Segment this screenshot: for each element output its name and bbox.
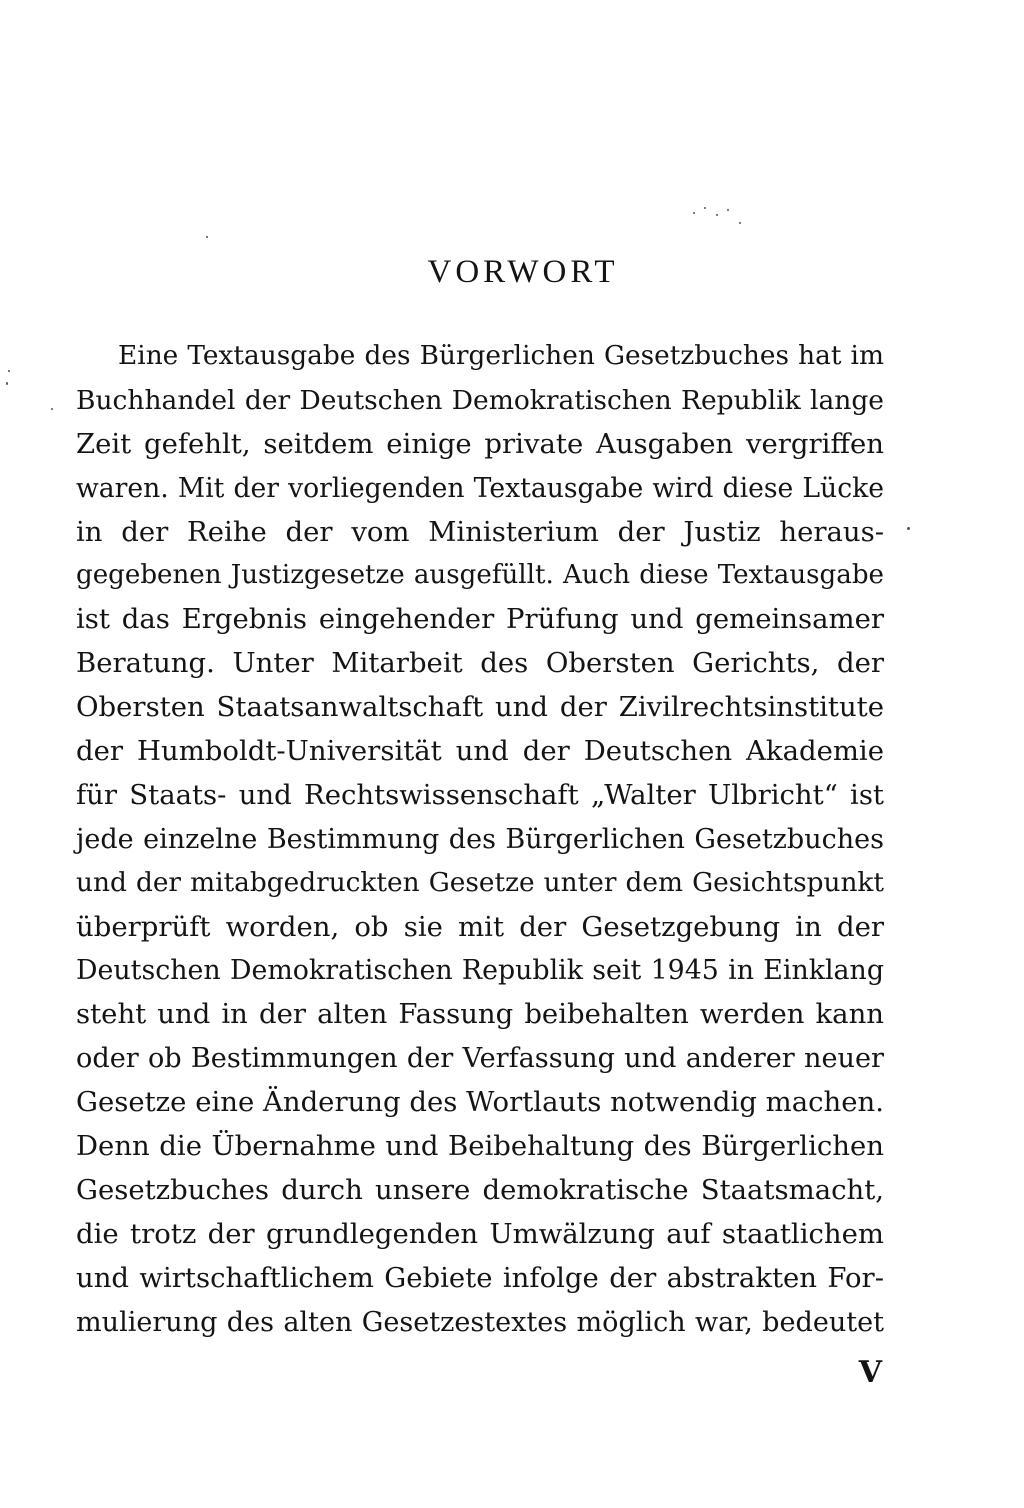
page-title: VORWORT [427, 254, 619, 290]
text-line: und wirtschaftlichem Gebiete infolge der abstrakten For- [76, 1261, 884, 1294]
text-line: waren. Mit der vorliegenden Textausgabe wird diese Lücke [76, 472, 884, 504]
text-line: Eine Textausgabe des Bürgerlichen Gesetzbuches hat im [118, 341, 884, 371]
text-line: Buchhandel der Deutschen Demokratischen Republik lange [76, 384, 884, 416]
text-line: Gesetzbuches durch unsere demokratische Staatsmacht, [76, 1173, 884, 1206]
text-line: steht und in der alten Fassung beibehalten werden kann [76, 998, 884, 1031]
text-line: oder ob Bestimmungen der Verfassung und anderer neuer [76, 1043, 884, 1075]
scan-speck [6, 382, 8, 385]
text-line: Gesetze eine Änderung des Wortlauts notwendig machen. [76, 1086, 884, 1119]
scan-speck [51, 408, 53, 410]
scan-speck [739, 222, 741, 224]
scan-speck [704, 207, 706, 209]
text-line: und der mitabgedruckten Gesetze unter dem Gesichtspunkt [76, 867, 884, 898]
text-line: ist das Ergebnis eingehender Prüfung und gemeinsamer [76, 603, 884, 636]
scan-speck [716, 214, 718, 216]
scan-speck [206, 236, 208, 238]
text-line: gegebenen Justizgesetze ausgefüllt. Auch diese Textausgabe [76, 560, 884, 591]
body-paragraph [76, 335, 884, 1344]
text-line: Beratung. Unter Mitarbeit des Obersten Gerichts, der [76, 647, 884, 680]
text-line: der Humboldt-Universität und der Deutschen Akademie [76, 735, 884, 768]
text-line: Denn die Übernahme und Beibehaltung des Bürgerlichen [76, 1130, 884, 1163]
text-line: Deutschen Demokratischen Republik seit 1945 in Einklang [76, 955, 884, 987]
scan-speck [693, 212, 695, 214]
text-line: Zeit gefehlt, seitdem einige private Ausgaben vergriffen [76, 427, 884, 460]
text-line: für Staats- und Rechtswissenschaft „Walter Ulbricht“ ist [76, 778, 884, 811]
scan-speck [727, 209, 729, 211]
scan-speck [907, 527, 910, 530]
text-line: überprüft worden, ob sie mit der Gesetzgebung in der [76, 910, 884, 943]
text-line: in der Reihe der vom Ministerium der Justiz heraus- [76, 515, 884, 548]
page-number: V [858, 1355, 882, 1390]
text-line: jede einzelne Bestimmung des Bürgerlichen Gesetzbuches [76, 823, 884, 855]
scan-speck [8, 370, 10, 372]
text-line: die trotz der grundlegenden Umwälzung auf staatlichem [76, 1217, 884, 1250]
text-line: mulierung des alten Gesetzestextes möglich war, bedeutet [76, 1306, 884, 1338]
text-line: Obersten Staatsanwaltschaft und der Zivilrechtsinstitute [76, 691, 884, 724]
